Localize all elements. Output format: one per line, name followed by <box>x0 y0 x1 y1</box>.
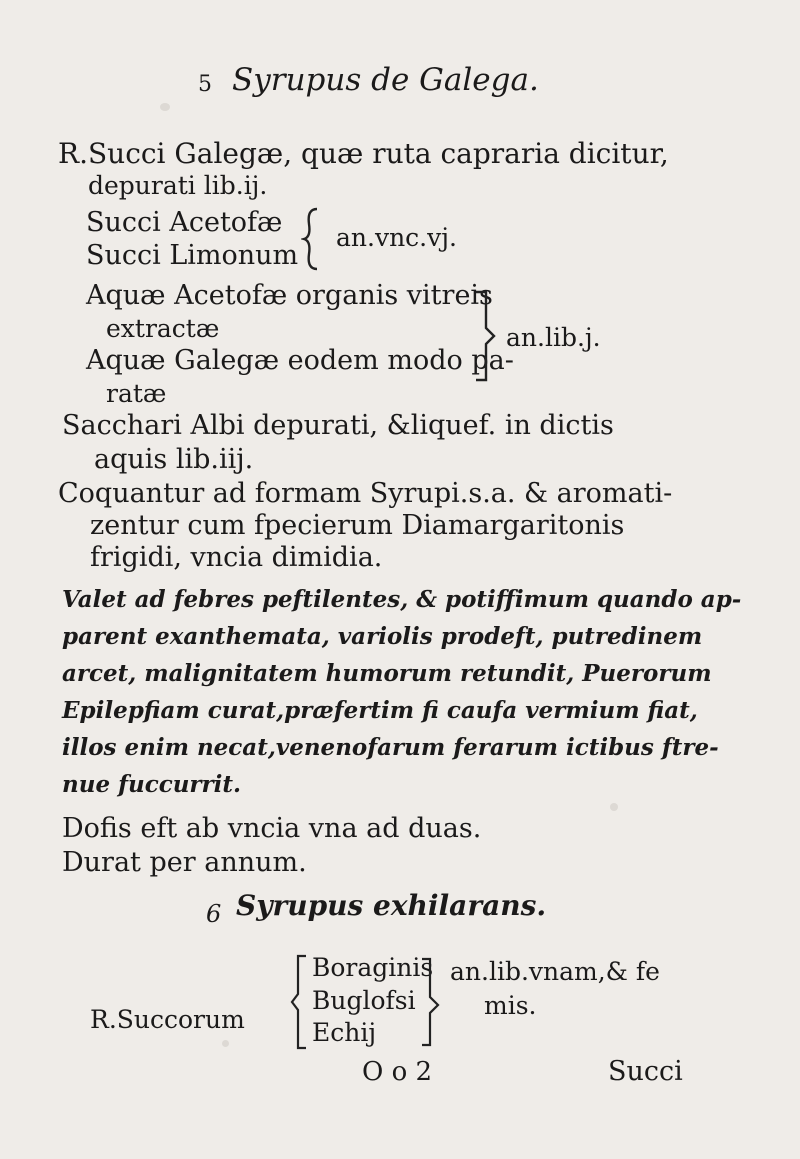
paper-stain <box>160 103 170 111</box>
section-title: Syrupus exhilarans. <box>236 889 547 922</box>
recipe-line-aromatizentur: zentur cum fpecierum Diamargaritonis <box>90 510 625 541</box>
signature-mark: O o 2 <box>362 1057 433 1087</box>
ingredient-acetosa: Succi Acetofæ <box>86 207 283 238</box>
right-brace <box>418 955 442 1051</box>
amount-line-2: mis. <box>484 991 537 1020</box>
ingredient-extractae: extractæ <box>106 314 220 343</box>
amount-line-1: an.lib.vnam,& fe <box>450 957 660 986</box>
recipe-line-coquantur: Coquantur ad formam Syrupi.s.a. & aromati- <box>58 478 673 509</box>
brace-2 <box>472 288 498 386</box>
ingredient-aqua-acetosa: Aquæ Acetofæ organis vitreis <box>86 280 493 311</box>
ingredient-limonum: Succi Limonum <box>86 240 299 271</box>
paper-stain <box>610 803 618 811</box>
virtues-line-6: nue fuccurrit. <box>62 771 242 798</box>
duration-line: Durat per annum. <box>62 847 307 878</box>
ingredient-paratae: ratæ <box>106 379 167 408</box>
amount-brace-2: an.lib.j. <box>506 323 601 352</box>
recipe2-lead: R.Succorum <box>90 1005 245 1034</box>
virtues-line-1: Valet ad febres peftilentes, & potiffimum quando ap- <box>62 586 742 613</box>
amount-brace-1: an.vnc.vj. <box>336 223 457 252</box>
recipe-line-aquis: aquis lib.iij. <box>94 444 254 475</box>
ingredient-boraginis: Boraginis <box>312 953 434 982</box>
ingredient-echij: Echij <box>312 1018 377 1047</box>
page-number: 5 <box>198 72 212 97</box>
recipe-line-sacchari: Sacchari Albi depurati, &liquef. in dictis <box>62 410 614 441</box>
page-title: Syrupus de Galega. <box>232 62 539 98</box>
ingredient-aqua-galega: Aquæ Galegæ eodem modo pa- <box>86 345 514 376</box>
paper-stain <box>222 1040 229 1047</box>
left-brace <box>290 952 310 1052</box>
virtues-line-2: parent exanthemata, variolis prodeft, putredinem <box>62 623 703 650</box>
virtues-line-4: Epilepfiam curat,præfertim fi caufa vermium fiat, <box>62 697 698 724</box>
ingredient-buglossi: Buglofsi <box>312 986 416 1015</box>
recipe-line-2: depurati lib.ij. <box>88 171 268 200</box>
recipe-line-frigidi: frigidi, vncia dimidia. <box>90 542 383 573</box>
virtues-line-5: illos enim necat,venenofarum ferarum ictibus ftre- <box>62 734 719 761</box>
dose-line: Dofis eft ab vncia vna ad duas. <box>62 813 482 844</box>
catchword: Succi <box>608 1056 683 1087</box>
section-number: 6 <box>206 900 222 928</box>
recipe-line-1: R.Succi Galegæ, quæ ruta capraria dicitur, <box>58 137 669 170</box>
virtues-line-3: arcet, malignitatem humorum retundit, Puerorum <box>62 660 712 687</box>
brace-1 <box>301 206 323 272</box>
